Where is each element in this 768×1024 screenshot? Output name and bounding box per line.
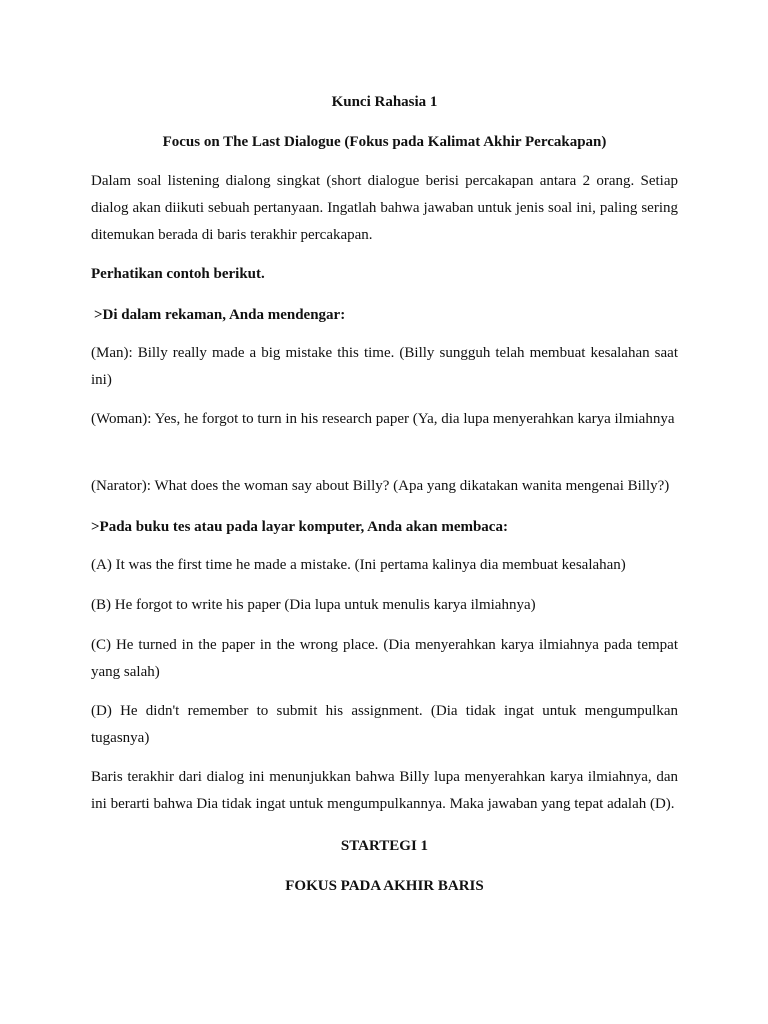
- option-c-text: (C) He turned in the paper in the wrong place. (Dia menyerahkan karya ilmiahnya pada tempat yang salah): [91, 637, 678, 680]
- reading-heading-text: >Pada buku tes atau pada layar komputer, Anda akan membaca:: [91, 519, 508, 535]
- page-subtitle: [91, 132, 678, 152]
- title-text: Kunci Rahasia 1: [331, 94, 438, 110]
- recording-heading-text: >Di dalam rekaman, Anda mendengar:: [94, 307, 346, 323]
- recording-heading: [91, 305, 678, 325]
- intro-paragraph: [91, 168, 678, 249]
- intro-text: Dalam soal listening dialong singkat (short dialogue berisi percakapan antara 2 orang. Setiap dialog akan diikuti sebuah pertanyaan. Ingatlah bahwa jawaban untuk jenis soal ini, paling sering ditemukan berada di baris terakhir percakapan.: [91, 173, 678, 243]
- option-b-text: (B) He forgot to write his paper (Dia lupa untuk menulis karya ilmiahnya): [91, 597, 536, 613]
- subtitle-text: Focus on The Last Dialogue (Fokus pada Kalimat Akhir Percakapan): [162, 134, 607, 150]
- dialogue-woman-text: (Woman): Yes, he forgot to turn in his research paper (Ya, dia lupa menyerahkan karya ilmiahnya: [91, 411, 675, 427]
- dialogue-man: [91, 340, 678, 394]
- example-heading: [91, 264, 678, 284]
- option-a-text: (A) It was the first time he made a mistake. (Ini pertama kalinya dia membuat kesalahan): [91, 557, 626, 573]
- option-d-text: (D) He didn't remember to submit his assignment. (Dia tidak ingat untuk mengumpulkan tugasnya): [91, 703, 678, 746]
- reading-heading: [91, 517, 678, 537]
- explanation-paragraph: [91, 764, 678, 818]
- option-c: [91, 632, 678, 686]
- option-a: [91, 552, 678, 579]
- explanation-text: Baris terakhir dari dialog ini menunjukkan bahwa Billy lupa menyerahkan karya ilmiahnya, dan ini berarti bahwa Dia tidak ingat untuk mengumpulkannya. Maka jawaban yang tepat adalah (D).: [91, 769, 678, 812]
- example-heading-text: Perhatikan contoh berikut.: [91, 266, 265, 282]
- strategy-subtitle-text: FOKUS PADA AKHIR BARIS: [285, 878, 484, 894]
- dialogue-man-text: (Man): Billy really made a big mistake this time. (Billy sungguh telah membuat kesalahan saat ini): [91, 345, 678, 388]
- strategy-title-text: STARTEGI 1: [340, 838, 429, 854]
- page-title: [91, 92, 678, 112]
- dialogue-narrator: [91, 473, 678, 500]
- dialogue-narrator-text: (Narator): What does the woman say about Billy? (Apa yang dikatakan wanita mengenai Billy?): [91, 478, 670, 494]
- option-d: [91, 698, 678, 752]
- strategy-subtitle: [91, 876, 678, 896]
- dialogue-woman: [91, 406, 678, 433]
- option-b: [91, 592, 678, 619]
- strategy-title: [91, 836, 678, 856]
